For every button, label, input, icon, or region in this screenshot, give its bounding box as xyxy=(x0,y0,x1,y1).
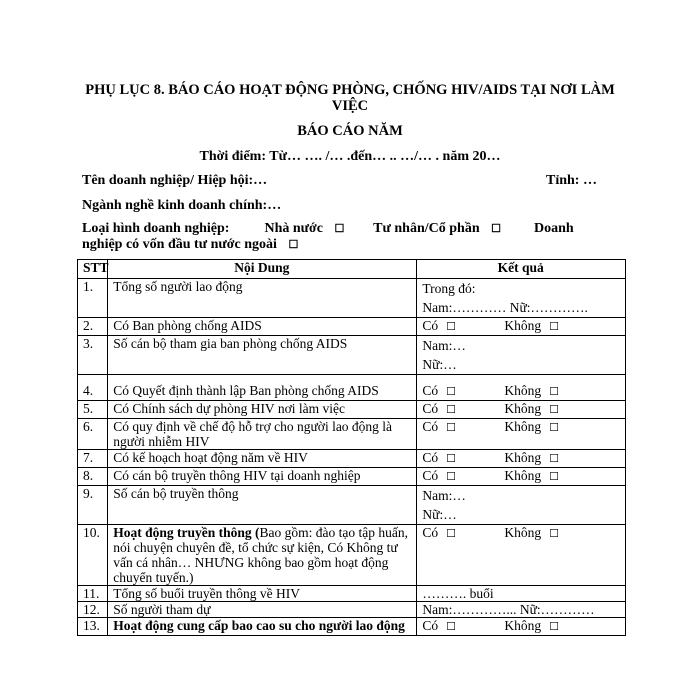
row-content: Có Quyết định thành lập Ban phòng chống AIDS xyxy=(108,375,417,401)
yes-checkbox[interactable]: ☐ xyxy=(446,471,457,483)
table-row xyxy=(78,318,626,336)
yes-checkbox[interactable]: ☐ xyxy=(446,386,457,398)
no-label: Không xyxy=(504,468,542,483)
no-label: Không xyxy=(504,383,542,398)
yes-label: Có xyxy=(422,383,439,398)
result-input[interactable]: Nam:… xyxy=(422,488,466,503)
yes-label: Có xyxy=(422,401,439,416)
business-type xyxy=(82,221,612,253)
table-row xyxy=(78,525,626,586)
result-input[interactable]: Nữ:… xyxy=(422,507,457,522)
document-title: PHỤ LỤC 8. BÁO CÁO HOẠT ĐỘNG PHÒNG, CHỐNG HIV/AIDS TẠI NƠI LÀM VIỆC xyxy=(85,82,615,114)
row-content-detail: Bao gồm: đào tạo tập huấn, nói chuyện chuyên đề, tổ chức sự kiện, Có Không tư vấn cá nhân… NHƯNG không bao gồm hoạt động chuyển tuyến.) xyxy=(113,525,408,585)
row-number: 12. xyxy=(78,602,108,618)
yes-label: Có xyxy=(422,450,439,465)
no-label: Không xyxy=(504,450,542,465)
row-content: Số cán bộ tham gia ban phòng chống AIDS xyxy=(108,336,417,375)
row-result xyxy=(417,375,626,401)
row-content: Tổng số buổi truyền thông về HIV xyxy=(108,586,417,602)
company-name: Tên doanh nghiệp/ Hiệp hội:… xyxy=(82,173,268,188)
business-type-label: Loại hình doanh nghiệp: xyxy=(82,221,230,236)
no-label: Không xyxy=(504,318,542,333)
no-checkbox[interactable]: ☐ xyxy=(549,422,559,434)
result-line: Trong đó: xyxy=(422,281,476,296)
table-row xyxy=(78,602,626,618)
row-number: 8. xyxy=(78,468,108,486)
header-result: Kết quả xyxy=(417,260,626,279)
row-number: 3. xyxy=(78,336,108,375)
result-input[interactable]: Nam:…………... Nữ:………… xyxy=(417,602,626,618)
no-label: Không xyxy=(504,401,542,416)
no-checkbox[interactable]: ☐ xyxy=(549,528,559,540)
report-type: BÁO CÁO NĂM xyxy=(297,123,403,139)
no-checkbox[interactable]: ☐ xyxy=(549,471,559,483)
table-row xyxy=(78,468,626,486)
table-header-row xyxy=(78,260,626,279)
no-label: Không xyxy=(504,618,542,633)
no-label: Không xyxy=(504,525,542,540)
no-checkbox[interactable]: ☐ xyxy=(549,404,559,416)
type-foreign-checkbox[interactable]: ☐ xyxy=(288,239,299,251)
row-number: 10. xyxy=(78,525,108,586)
business-industry: Ngành nghề kinh doanh chính:… xyxy=(82,198,282,213)
province: Tỉnh: … xyxy=(546,173,597,188)
row-content: Có kế hoạch hoạt động năm về HIV xyxy=(108,450,417,468)
row-result xyxy=(417,468,626,486)
result-input[interactable]: Nữ:… xyxy=(422,357,457,372)
no-checkbox[interactable]: ☐ xyxy=(549,453,559,465)
header-stt: STT xyxy=(78,260,108,279)
yes-checkbox[interactable]: ☐ xyxy=(446,422,457,434)
result-input[interactable]: ………. buổi xyxy=(417,586,626,602)
report-table xyxy=(77,259,626,636)
row-number: 2. xyxy=(78,318,108,336)
row-number: 6. xyxy=(78,419,108,450)
yes-label: Có xyxy=(422,468,439,483)
row-result xyxy=(417,279,626,318)
no-checkbox[interactable]: ☐ xyxy=(549,386,559,398)
row-content: Số người tham dự xyxy=(108,602,417,618)
table-row xyxy=(78,586,626,602)
no-checkbox[interactable]: ☐ xyxy=(549,621,559,633)
row-result xyxy=(417,318,626,336)
row-number: 1. xyxy=(78,279,108,318)
row-content: Có quy định về chế độ hỗ trợ cho người lao động là người nhiễm HIV xyxy=(108,419,417,450)
table-row xyxy=(78,336,626,375)
report-period: Thời điểm: Từ… …. /… .đến… .. …/… . năm 20… xyxy=(199,149,501,164)
row-number: 9. xyxy=(78,486,108,525)
table-row xyxy=(78,419,626,450)
type-state-checkbox[interactable]: ☐ xyxy=(334,223,345,235)
yes-checkbox[interactable]: ☐ xyxy=(446,621,457,633)
row-result xyxy=(417,486,626,525)
type-state-label: Nhà nước xyxy=(264,221,324,236)
row-result xyxy=(417,419,626,450)
row-content xyxy=(108,525,417,586)
row-result xyxy=(417,618,626,636)
row-number: 5. xyxy=(78,401,108,419)
table-row xyxy=(78,375,626,401)
header-content: Nội Dung xyxy=(108,260,417,279)
row-content: Có cán bộ truyền thông HIV tại doanh nghiệp xyxy=(108,468,417,486)
yes-checkbox[interactable]: ☐ xyxy=(446,453,457,465)
row-content: Có Ban phòng chống AIDS xyxy=(108,318,417,336)
row-content: Số cán bộ truyền thông xyxy=(108,486,417,525)
no-label: Không xyxy=(504,419,542,434)
yes-checkbox[interactable]: ☐ xyxy=(446,528,457,540)
yes-label: Có xyxy=(422,419,439,434)
yes-checkbox[interactable]: ☐ xyxy=(446,404,457,416)
row-number: 13. xyxy=(78,618,108,636)
yes-checkbox[interactable]: ☐ xyxy=(446,321,457,333)
row-number: 4. xyxy=(78,375,108,401)
row-content: Tổng số người lao động xyxy=(108,279,417,318)
row-result xyxy=(417,401,626,419)
row-result xyxy=(417,525,626,586)
result-input[interactable]: Nam:………… Nữ:…………. xyxy=(422,300,588,315)
row-number: 11. xyxy=(78,586,108,602)
type-foreign-label: Doanh nghiệp có vốn đầu tư nước ngoài xyxy=(82,221,574,252)
table-row xyxy=(78,279,626,318)
row-content: Có Chính sách dự phòng HIV nơi làm việc xyxy=(108,401,417,419)
yes-label: Có xyxy=(422,525,439,540)
table-row xyxy=(78,618,626,636)
type-private-label: Tư nhân/Cổ phần xyxy=(373,221,480,236)
row-content-bold: Hoạt động truyền thông ( xyxy=(113,525,260,540)
table-row xyxy=(78,450,626,468)
yes-label: Có xyxy=(422,618,439,633)
result-input[interactable]: Nam:… xyxy=(422,338,466,353)
row-number: 7. xyxy=(78,450,108,468)
row-result xyxy=(417,450,626,468)
row-content: Hoạt động cung cấp bao cao su cho người lao động xyxy=(108,618,417,636)
type-private-checkbox[interactable]: ☐ xyxy=(491,223,501,235)
table-row xyxy=(78,401,626,419)
no-checkbox[interactable]: ☐ xyxy=(549,321,559,333)
yes-label: Có xyxy=(422,318,439,333)
row-result xyxy=(417,336,626,375)
table-row xyxy=(78,486,626,525)
